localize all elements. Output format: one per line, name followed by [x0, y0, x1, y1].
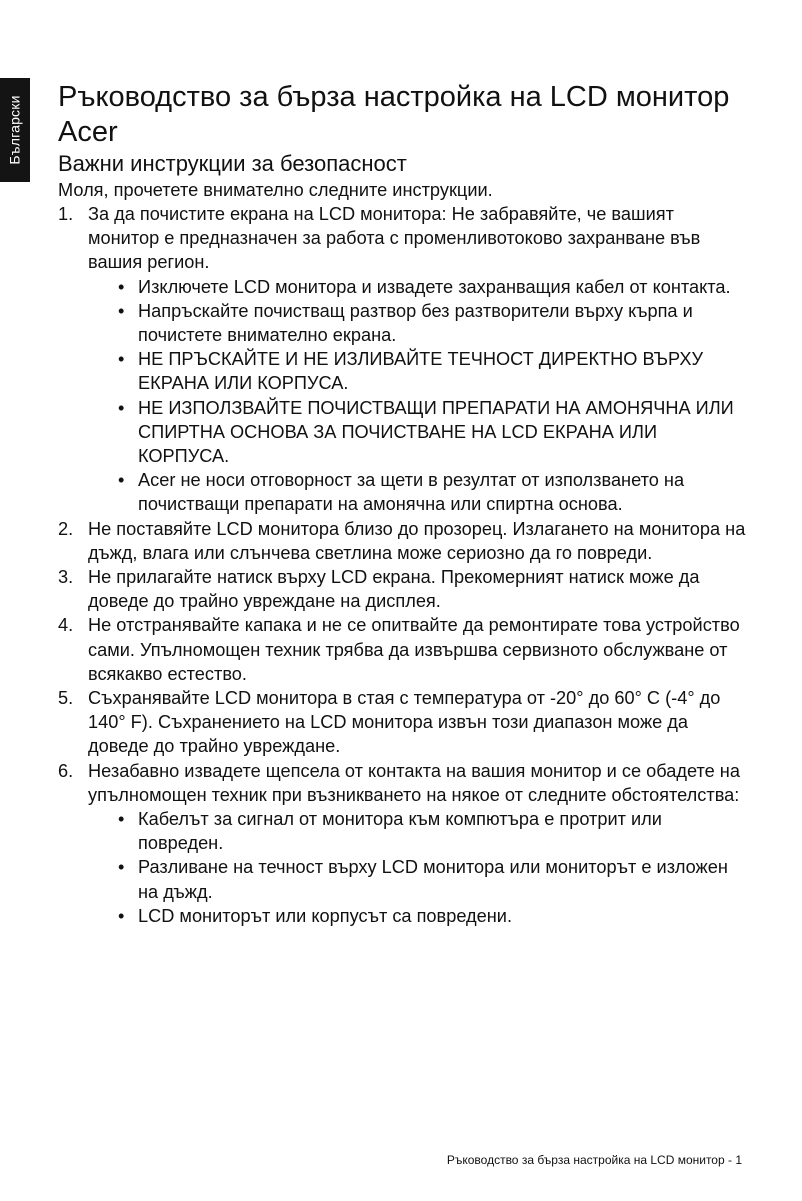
- item-text: Не поставяйте LCD монитора близо до прозорец. Излагането на монитора на дъжд, влага или слънчева светлина може сериозно да го повреди.: [88, 518, 746, 563]
- sub-item-text: LCD мониторът или корпусът са повредени.: [138, 905, 513, 926]
- sub-list-item: [88, 855, 748, 903]
- list-item: [58, 613, 748, 686]
- bullet-icon: •: [118, 857, 125, 878]
- sub-item-text: Acer не носи отговорност за щети в резултат от използването на почистващи препарати на амонячна или спиртна основа.: [138, 470, 685, 515]
- item-text: Не прилагайте натиск върху LCD екрана. Прекомерният натиск може да доведе до трайно увреждане на дисплея.: [88, 567, 700, 612]
- sub-list-item: [88, 275, 748, 299]
- bullet-icon: •: [118, 276, 125, 297]
- item-text: Не отстранявайте капака и не се опитвайте да ремонтирате това устройство сами. Упълномощен техник трябва да извършва сервизното обслужване от всякакво естество.: [88, 615, 740, 684]
- list-item: [58, 565, 748, 613]
- item-number: 5.: [58, 688, 74, 709]
- sub-item-text: Изключете LCD монитора и извадете захранващия кабел от контакта.: [138, 276, 731, 297]
- sub-list-item: [88, 904, 748, 928]
- intro-text: Моля, прочетете внимателно следните инструкции.: [58, 180, 493, 200]
- item-number: 6.: [58, 760, 74, 781]
- section-heading: Важни инструкции за безопасност: [58, 151, 407, 176]
- list-item: [58, 759, 748, 928]
- item-number: 4.: [58, 615, 74, 636]
- sub-list: [88, 807, 748, 928]
- list-item: [58, 686, 748, 759]
- language-tab-label: Български: [7, 95, 24, 165]
- page-title: Ръководство за бърза настройка на LCD монитор Acer: [58, 81, 730, 148]
- item-text: За да почистите екрана на LCD монитора: Не забравяйте, че вашият монитор е предназначен за работа с променливотоково захранване във вашия регион.: [88, 204, 701, 273]
- sub-item-text: НЕ ПРЪСКАЙТЕ И НЕ ИЗЛИВАЙТЕ ТЕЧНОСТ ДИРЕКТНО ВЪРХУ ЕКРАНА ИЛИ КОРПУСА.: [138, 349, 704, 394]
- item-number: 3.: [58, 567, 74, 588]
- bullet-icon: •: [118, 349, 125, 370]
- bullet-icon: •: [118, 470, 125, 491]
- bullet-icon: •: [118, 300, 125, 321]
- sub-list: [88, 275, 748, 517]
- safety-instructions-list: [58, 202, 748, 928]
- item-number: 1.: [58, 204, 74, 224]
- sub-item-text: Напръскайте почистващ разтвор без разтворители върху кърпа и почистете внимателно екрана.: [138, 300, 693, 346]
- sub-list-item: [88, 807, 748, 855]
- sub-item-text: НЕ ИЗПОЛЗВАЙТЕ ПОЧИСТВАЩИ ПРЕПАРАТИ НА АМОНЯЧНА ИЛИ СПИРТНА ОСНОВА ЗА ПОЧИСТВАНЕ НА LCD ЕКРАНА ИЛИ КОРПУСА.: [138, 397, 734, 467]
- language-tab: [0, 78, 30, 182]
- sub-list-item: [88, 347, 748, 395]
- sub-item-text: Разливане на течност върху LCD монитора или мониторът е изложен на дъжд.: [138, 857, 728, 902]
- item-number: 2.: [58, 518, 74, 539]
- sub-list-item: [88, 299, 748, 347]
- item-text: Незабавно извадете щепсела от контакта на вашия монитор и се обадете на упълномощен техник при възникването на някое от следните обстоятелства:: [88, 760, 740, 805]
- list-item: [58, 202, 748, 517]
- sub-list-item: [88, 468, 748, 516]
- bullet-icon: •: [118, 809, 125, 830]
- bullet-icon: •: [118, 905, 125, 926]
- sub-item-text: Кабелът за сигнал от монитора към компютъра е протрит или повреден.: [138, 809, 662, 854]
- list-item: [58, 517, 748, 565]
- page-footer: Ръководство за бърза настройка на LCD монитор - 1: [446, 1153, 742, 1167]
- sub-list-item: [88, 396, 748, 469]
- item-text: Съхранявайте LCD монитора в стая с температура от -20° до 60° C (-4° до 140° F). Съхранението на LCD монитора извън този диапазон може да доведе до трайно увреждане.: [88, 688, 721, 757]
- bullet-icon: •: [118, 397, 125, 418]
